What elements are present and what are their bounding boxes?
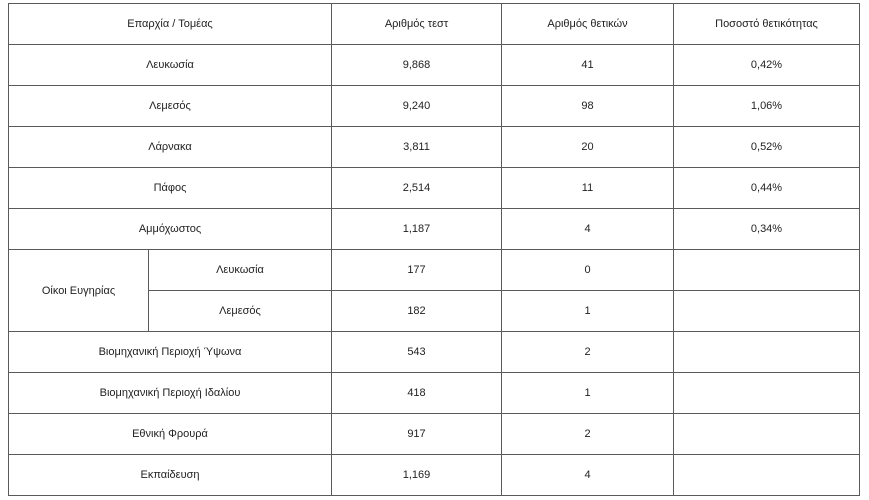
tests-cell: 1,169 xyxy=(332,455,502,496)
row-label: Βιομηχανική Περιοχή Ιδαλίου xyxy=(9,373,332,414)
results-table-container xyxy=(8,3,860,496)
row-label: Βιομηχανική Περιοχή Ύψωνα xyxy=(9,332,332,373)
rate-cell xyxy=(674,250,860,291)
row-label: Πάφος xyxy=(9,168,332,209)
positives-cell: 41 xyxy=(502,45,674,86)
table-row xyxy=(9,414,860,455)
table-row xyxy=(9,373,860,414)
positives-cell: 11 xyxy=(502,168,674,209)
tests-cell: 418 xyxy=(332,373,502,414)
positives-cell: 4 xyxy=(502,455,674,496)
results-table xyxy=(8,3,860,496)
table-row xyxy=(9,45,860,86)
table-row xyxy=(9,455,860,496)
tests-cell: 177 xyxy=(332,250,502,291)
rate-cell: 0,34% xyxy=(674,209,860,250)
table-row xyxy=(9,250,860,291)
tests-cell: 917 xyxy=(332,414,502,455)
tests-cell: 2,514 xyxy=(332,168,502,209)
positives-cell: 1 xyxy=(502,291,674,332)
rate-cell xyxy=(674,291,860,332)
positives-cell: 1 xyxy=(502,373,674,414)
tests-cell: 3,811 xyxy=(332,127,502,168)
table-row xyxy=(9,168,860,209)
row-label: Λάρνακα xyxy=(9,127,332,168)
positives-cell: 2 xyxy=(502,414,674,455)
rate-cell xyxy=(674,373,860,414)
positives-cell: 0 xyxy=(502,250,674,291)
row-label: Λευκωσία xyxy=(9,45,332,86)
rate-cell xyxy=(674,455,860,496)
positives-cell: 98 xyxy=(502,86,674,127)
row-label: Εκπαίδευση xyxy=(9,455,332,496)
row-label: Εθνική Φρουρά xyxy=(9,414,332,455)
table-row xyxy=(9,209,860,250)
table-row xyxy=(9,332,860,373)
tests-cell: 543 xyxy=(332,332,502,373)
row-label: Αμμόχωστος xyxy=(9,209,332,250)
rate-cell: 0,52% xyxy=(674,127,860,168)
header-positives: Αριθμός θετικών xyxy=(502,4,674,45)
tests-cell: 9,868 xyxy=(332,45,502,86)
group-label: Οίκοι Ευγηρίας xyxy=(9,250,149,332)
table-row xyxy=(9,86,860,127)
tests-cell: 9,240 xyxy=(332,86,502,127)
rate-cell: 0,44% xyxy=(674,168,860,209)
tests-cell: 182 xyxy=(332,291,502,332)
rate-cell: 1,06% xyxy=(674,86,860,127)
header-rate: Ποσοστό θετικότητας xyxy=(674,4,860,45)
rate-cell xyxy=(674,332,860,373)
tests-cell: 1,187 xyxy=(332,209,502,250)
header-region: Επαρχία / Τομέας xyxy=(9,4,332,45)
header-tests: Αριθμός τεστ xyxy=(332,4,502,45)
positives-cell: 4 xyxy=(502,209,674,250)
row-label: Λεμεσός xyxy=(9,86,332,127)
sub-row-label: Λευκωσία xyxy=(149,250,332,291)
positives-cell: 20 xyxy=(502,127,674,168)
sub-row-label: Λεμεσός xyxy=(149,291,332,332)
rate-cell: 0,42% xyxy=(674,45,860,86)
positives-cell: 2 xyxy=(502,332,674,373)
table-row xyxy=(9,127,860,168)
header-row xyxy=(9,4,860,45)
rate-cell xyxy=(674,414,860,455)
